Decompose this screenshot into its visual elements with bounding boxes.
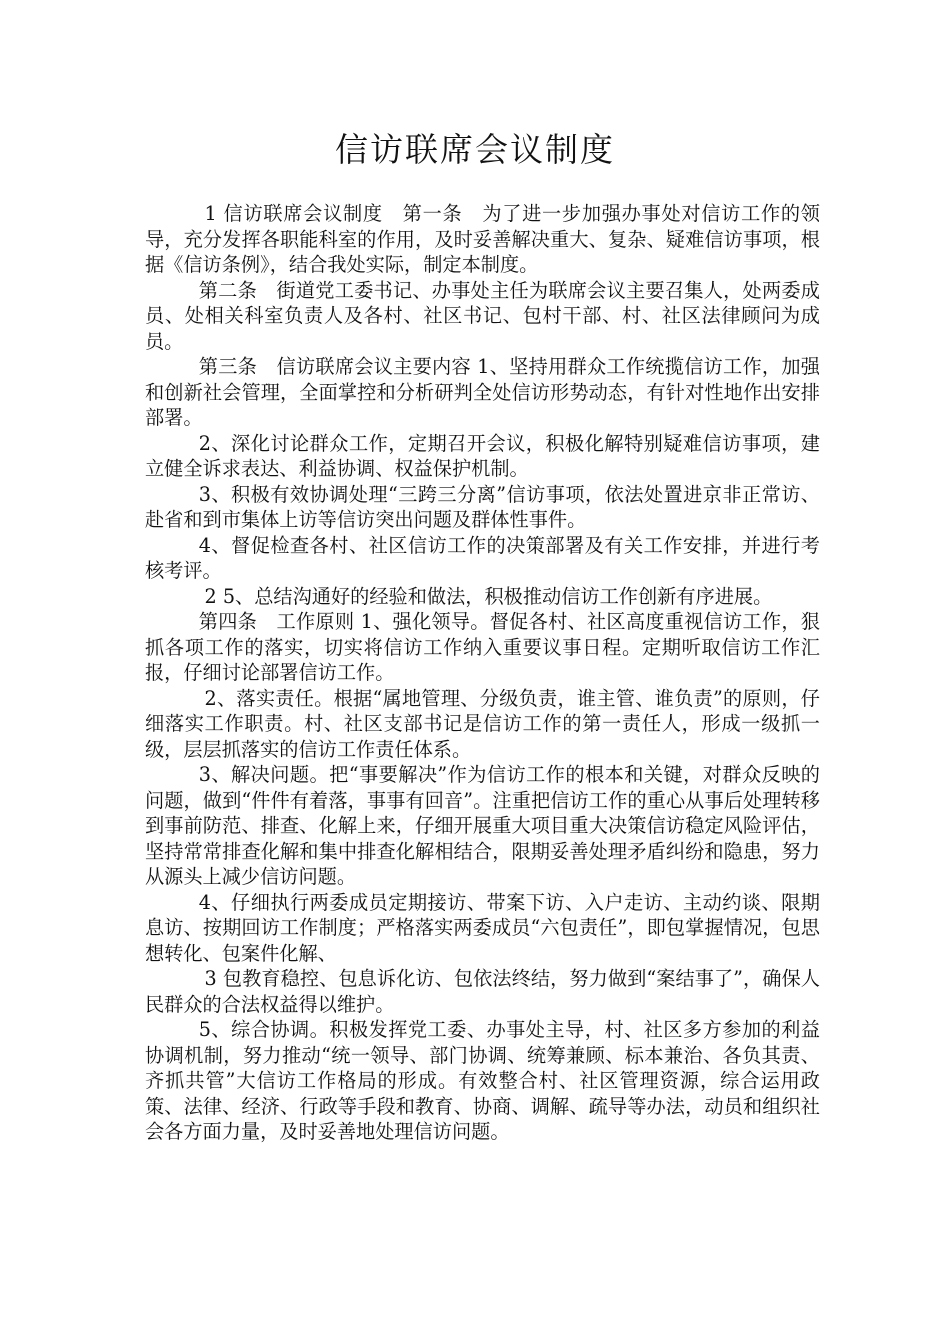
paragraph-article-3-item-5: 2 5、总结沟通好的经验和做法，积极推动信访工作创新有序进展。 xyxy=(204,584,773,608)
paragraph-article-4-item-4-continued: 3 包教育稳控、包息诉化访、包依法终结，努力做到“案结事了”，确保人民群众的合法权益得以维护。 xyxy=(145,967,820,1016)
paragraph-article-4-item-4: 4、仔细执行两委成员定期接访、带案下访、入户走访、主动约谈、限期息访、按期回访工作制度；严格落实两委成员“六包责任”，即包掌握情况，包思想转化、包案件化解、 xyxy=(145,890,820,965)
paragraph-article-3-item-3: 3、积极有效协调处理“三跨三分离”信访事项，依法处置进京非正常访、赴省和到市集体上访等信访突出问题及群体性事件。 xyxy=(145,482,820,531)
paragraph-article-3-item-4: 4、督促检查各村、社区信访工作的决策部署及有关工作安排，并进行考核考评。 xyxy=(145,533,820,582)
paragraph-article-1: 1 信访联席会议制度 第一条 为了进一步加强办事处对信访工作的领导，充分发挥各职能科室的作用，及时妥善解决重大、复杂、疑难信访事项，根据《信访条例》，结合我处实际，制定本制度。 xyxy=(145,202,820,276)
paragraph-article-3-item-2: 2、深化讨论群众工作，定期召开会议，积极化解特别疑难信访事项，建立健全诉求表达、利益协调、权益保护机制。 xyxy=(145,431,820,480)
document-title: 信访联席会议制度 xyxy=(335,130,615,169)
document-body xyxy=(145,201,820,1145)
paragraph-article-4-item-2: 2、落实责任。根据“属地管理、分级负责，谁主管、谁负责”的原则，仔细落实工作职责。村、社区支部书记是信访工作的第一责任人，形成一级抓一级，层层抓落实的信访工作责任体系。 xyxy=(145,686,820,761)
paragraph-article-4: 第四条 工作原则 1、强化领导。督促各村、社区高度重视信访工作，狠抓各项工作的落实，切实将信访工作纳入重要议事日程。定期听取信访工作汇报，仔细讨论部署信访工作。 xyxy=(145,610,820,684)
paragraph-article-4-item-5: 5、综合协调。积极发挥党工委、办事处主导，村、社区多方参加的利益协调机制，努力推动“统一领导、部门协调、统筹兼顾、标本兼治、各负其责、齐抓共管”大信访工作格局的形成。有效整合村、社区管理资源，综合运用政策、法律、经济、行政等手段和教育、协商、调解、疏导等办法，动员和组织社会各方面力量，及时妥善地处理信访问题。 xyxy=(145,1018,820,1143)
paragraph-article-4-item-3: 3、解决问题。把“事要解决”作为信访工作的根本和关键，对群众反映的问题，做到“件件有着落，事事有回音”。注重把信访工作的重心从事后处理转移到事前防范、排查、化解上来，仔细开展重大项目重大决策信访稳定风险评估，坚持常常排查化解和集中排查化解相结合，限期妥善处理矛盾纠纷和隐患，努力从源头上减少信访问题。 xyxy=(145,763,820,888)
paragraph-article-3: 第三条 信访联席会议主要内容 1、坚持用群众工作统揽信访工作，加强和创新社会管理，全面掌控和分析研判全处信访形势动态，有针对性地作出安排部署。 xyxy=(145,355,820,429)
paragraph-article-2: 第二条 街道党工委书记、办事处主任为联席会议主要召集人，处两委成员、处相关科室负责人及各村、社区书记、包村干部、村、社区法律顾问为成员。 xyxy=(145,278,820,353)
